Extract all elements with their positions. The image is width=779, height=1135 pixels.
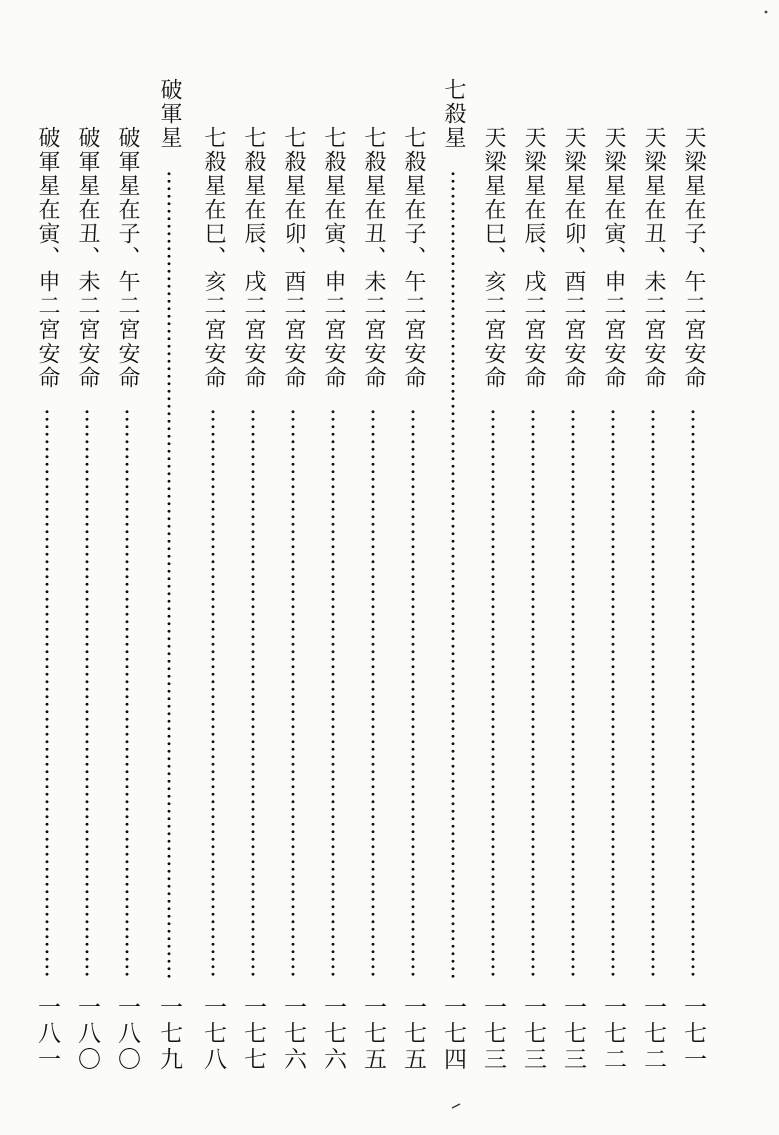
entry-title: 七殺星在卯、酉二宮安命 [281, 126, 306, 390]
toc-entry [316, 78, 350, 1108]
leader-dots [451, 170, 455, 980]
toc-entry [236, 78, 270, 1108]
leader-dots [491, 408, 495, 980]
toc-entry [276, 78, 310, 1108]
page-number: 一七五 [400, 995, 426, 1073]
toc-entry [110, 78, 144, 1108]
toc-entry [396, 78, 430, 1108]
leader-dots [371, 408, 375, 980]
section-title: 七殺星 [441, 78, 466, 150]
toc-entry [636, 78, 670, 1108]
page-number: 一七三 [480, 995, 506, 1073]
page-number: 一八〇 [114, 995, 140, 1073]
entry-title: 七殺星在寅、申二宮安命 [321, 126, 346, 390]
toc-section-heading [436, 78, 470, 1108]
page-number: 一七五 [360, 995, 386, 1073]
leader-dots [45, 408, 49, 980]
toc-section-heading [152, 78, 186, 1108]
entry-title: 天梁星在辰、戌二宮安命 [521, 126, 546, 390]
leader-dots [251, 408, 255, 980]
page-number: 一七六 [320, 995, 346, 1073]
page-number: 一七七 [240, 995, 266, 1073]
toc-entry [476, 78, 510, 1108]
page-number: 一七三 [520, 995, 546, 1073]
toc-entry [70, 78, 104, 1108]
page-number: 一七九 [156, 995, 182, 1073]
page-number: 一七三 [560, 995, 586, 1073]
page-number: 一七四 [440, 995, 466, 1073]
toc-entry [30, 78, 64, 1108]
leader-dots [291, 408, 295, 980]
leader-dots [411, 408, 415, 980]
toc-entry [596, 78, 630, 1108]
page-number: 一八一 [34, 995, 60, 1073]
entry-title: 破軍星在丑、未二宮安命 [75, 126, 100, 390]
section-title: 破軍星 [157, 78, 182, 150]
entry-title: 天梁星在卯、酉二宮安命 [561, 126, 586, 390]
entry-title: 天梁星在丑、未二宮安命 [641, 126, 666, 390]
leader-dots [531, 408, 535, 980]
leader-dots [125, 408, 129, 980]
page-number: 一七一 [680, 995, 706, 1073]
page-number: 一七六 [280, 995, 306, 1073]
toc-entry [556, 78, 590, 1108]
leader-dots [651, 408, 655, 980]
leader-dots [211, 408, 215, 980]
entry-title: 天梁星在寅、申二宮安命 [601, 126, 626, 390]
toc-entry [196, 78, 230, 1108]
entry-title: 破軍星在子、午二宮安命 [115, 126, 140, 390]
entry-title: 天梁星在巳、亥二宮安命 [481, 126, 506, 390]
toc-entry [676, 78, 710, 1108]
entry-title: 七殺星在丑、未二宮安命 [361, 126, 386, 390]
page-number: 一七二 [600, 995, 626, 1073]
entry-title: 破軍星在寅、申二宮安命 [35, 126, 60, 390]
leader-dots [331, 408, 335, 980]
leader-dots [611, 408, 615, 980]
page-number: 一七二 [640, 995, 666, 1073]
entry-title: 天梁星在子、午二宮安命 [681, 126, 706, 390]
page-number: 一八〇 [74, 995, 100, 1073]
entry-title: 七殺星在子、午二宮安命 [401, 126, 426, 390]
page-number: 一七八 [200, 995, 226, 1073]
leader-dots [167, 170, 171, 980]
leader-dots [571, 408, 575, 980]
toc-entry [356, 78, 390, 1108]
leader-dots [85, 408, 89, 980]
toc-entry [516, 78, 550, 1108]
entry-title: 七殺星在巳、亥二宮安命 [201, 126, 226, 390]
leader-dots [691, 408, 695, 980]
entry-title: 七殺星在辰、戌二宮安命 [241, 126, 266, 390]
